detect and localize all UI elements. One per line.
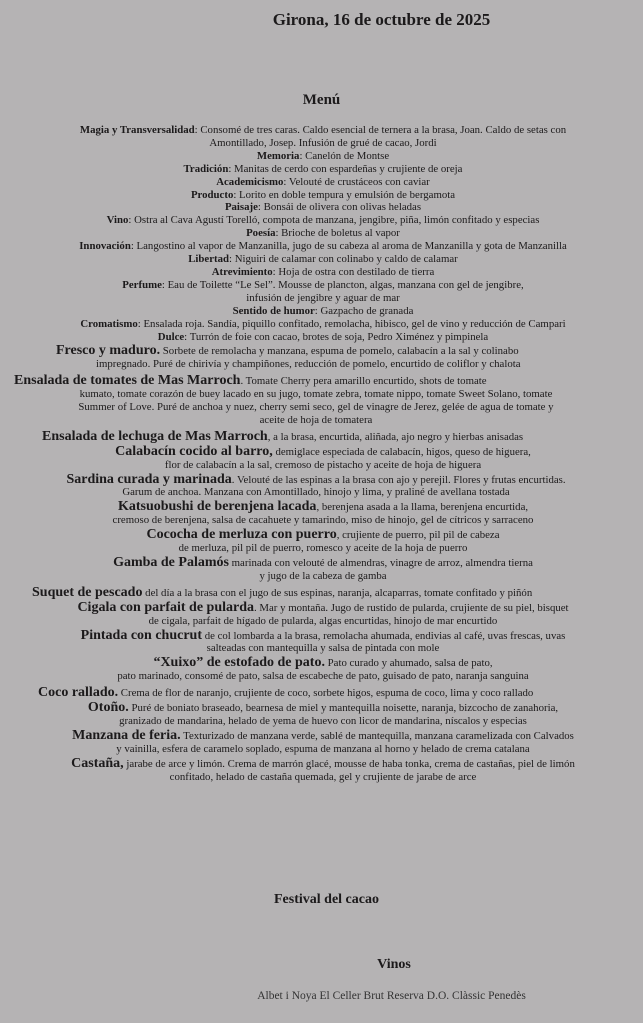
dish-desc: Sorbete de remolacha y manzana, espuma de pomelo, calabacín a la sal y colinabo	[160, 345, 519, 358]
list-item	[14, 471, 618, 500]
item-desc: Niguiri de calamar con colinabo y caldo de calamar	[234, 253, 458, 266]
item-name: Sentido de humor	[232, 304, 315, 317]
dish-desc-2: de merluza, pil pil de puerro, romesco y aceite de la hoja de puerro	[178, 542, 468, 555]
list-item	[28, 253, 618, 266]
dish-name: Cigala con parfait de pularda	[77, 599, 255, 615]
item-name: Innovación	[79, 240, 131, 253]
item-name: Poesía	[246, 227, 276, 240]
dish-desc: Crema de flor de naranjo, crujiente de coco, sorbete higos, espuma de coco, lima y coco rallado	[118, 687, 534, 700]
list-item	[28, 163, 618, 176]
item-desc: Canelón de Montse	[305, 149, 390, 162]
menu-title: Menú	[302, 92, 341, 108]
item-desc: Ensalada roja. Sandía, piquillo confitado, remolacha, hibisco, gel de vino y reducción de Campari	[143, 317, 566, 330]
item-sep: :	[257, 201, 264, 214]
dish-desc-2: Garum de anchoa. Manzana con Amontillado, hinojo y lima, y praliné de avellana tostada	[122, 486, 510, 499]
dish-desc: jarabe de arce y limón. Crema de marrón glacé, mousse de haba tonka, crema de castañas, piel de limón	[123, 757, 575, 770]
item-desc: Brioche de boletus al vapor	[281, 227, 400, 240]
list-item	[28, 227, 618, 240]
dish-desc: . Velouté de las espinas a la brasa con ajo y perejil. Flores y frutas encurtidas.	[231, 473, 566, 486]
wines-heading: Vinos	[377, 957, 411, 972]
item-name: Dulce	[157, 330, 185, 343]
item-sep: :	[229, 253, 235, 266]
item-name: Cromatismo	[80, 317, 138, 330]
list-item	[28, 529, 618, 555]
list-item	[28, 318, 618, 331]
list-item	[28, 627, 618, 656]
menu-list	[14, 124, 618, 784]
menu-date: Girona, 16 de octubre de 2025	[272, 10, 491, 29]
list-item	[38, 687, 618, 700]
dish-desc-2: flor de calabacín a la sal, cremoso de pistacho y aceite de hoja de higuera	[164, 458, 482, 471]
list-item	[42, 428, 618, 444]
dish-name: “Xuixo” de estofado de pato.	[153, 655, 325, 671]
list-item	[28, 557, 618, 583]
item-desc: Consomé de tres caras. Caldo esencial de ternera a la brasa, Joan. Caldo de setas con	[200, 124, 567, 136]
dish-name: Ensalada de lechuga de Mas Marroch	[42, 428, 268, 444]
item-sep: :	[233, 188, 240, 201]
item-sep: :	[184, 330, 190, 343]
dish-name: Gamba de Palamós	[113, 555, 229, 570]
list-item	[28, 150, 618, 163]
item-name: Magia y Transversalidad	[79, 124, 195, 136]
dish-desc-4: aceite de hoja de tomatera	[259, 413, 373, 426]
item-desc: Eau de Toilette “Le Sel”. Mousse de plancton, algas, manzana con gel de jengibre,	[167, 278, 524, 291]
list-item	[28, 727, 618, 756]
item-name: Producto	[190, 188, 234, 201]
dish-desc: , crujiente de puerro, pil pil de cabeza	[336, 529, 500, 542]
item-name: Paisaje	[224, 201, 258, 214]
list-item	[32, 584, 618, 600]
dish-desc: del día a la brasa con el jugo de sus espinas, naranja, alcaparras, tomate confitado y piñón	[142, 586, 533, 599]
dish-desc-2: de cigala, parfait de hígado de pularda, algas encurtidas, hinojo de mar encurtido	[148, 614, 498, 627]
list-item	[28, 331, 618, 344]
item-name: Vino	[106, 214, 129, 227]
list-item	[28, 279, 618, 305]
item-desc: Lorito en doble tempura y emulsión de bergamota	[239, 188, 456, 201]
dish-name: Fresco y maduro.	[56, 343, 161, 359]
item-desc: Turrón de foie con cacao, brotes de soja, Pedro Ximénez y pimpinela	[189, 330, 489, 343]
item-sep: :	[299, 149, 306, 162]
item-sep: :	[275, 227, 282, 240]
item-sep: :	[283, 175, 289, 188]
item-sep: :	[137, 317, 144, 330]
dish-desc-2: salteadas con mantequilla y salsa de pintada con mole	[206, 642, 440, 655]
dish-desc-3: Summer of Love. Puré de anchoa y nuez, cherry semi seco, gel de vinagre de Jerez, gelée de agua de tomate y	[78, 401, 554, 414]
dish-desc: , berenjena asada a la llama, berenjena encurtida,	[316, 501, 529, 514]
item-name: Perfume	[122, 278, 162, 291]
item-desc: Bonsái de olivera con olivas heladas	[263, 201, 422, 214]
item-sep: :	[128, 214, 135, 227]
dish-desc-2: granizado de mandarina, helado de yema de huevo con licor de mandarina, níscalos y especias	[119, 714, 527, 727]
item-desc: Hoja de ostra con destilado de tierra	[278, 265, 435, 278]
item-desc: Manitas de cerdo con espardeñas y crujiente de oreja	[234, 162, 463, 175]
dish-desc: , a la brasa, encurtida, aliñada, ajo negro y hierbas anisadas	[267, 430, 524, 443]
item-sep: :	[161, 278, 168, 291]
wine-item: Albet i Noya El Celler Brut Reserva D.O. Clàssic Penedès	[257, 990, 526, 1002]
dish-desc-2: confitado, helado de castaña quemada, gel y crujiente de jarabe de arce	[169, 770, 477, 783]
item-name: Tradición	[183, 162, 229, 175]
dish-name: Sardina curada y marinada	[66, 471, 232, 487]
dish-name: Pintada con chucrut	[80, 627, 202, 643]
dish-desc: . Tomate Cherry pera amarillo encurtido, shots de tomate	[240, 375, 487, 388]
list-item	[28, 176, 618, 189]
item-name: Academicismo	[216, 175, 284, 188]
dish-name: Calabacín cocido al barro,	[115, 443, 273, 459]
dish-name: Castaña,	[71, 755, 124, 771]
list-item	[28, 189, 618, 202]
dish-name: Suquet de pescado	[32, 584, 143, 600]
dish-desc: Pato curado y ahumado, salsa de pato,	[324, 657, 493, 670]
dish-name: Katsuobushi de berenjena lacada	[117, 499, 317, 515]
dish-name: Coco rallado.	[38, 685, 119, 701]
item-desc-2: Amontillado, Josep. Infusión de grué de cacao, Jordi	[209, 136, 437, 149]
dish-desc: demiglace especiada de calabacín, higos, queso de higuera,	[272, 445, 531, 458]
item-sep: :	[272, 265, 279, 278]
dish-desc-2: cremoso de berenjena, salsa de cacahuete y tamarindo, miso de hinojo, gel de cítricos y sarraceno	[112, 514, 534, 527]
item-sep: :	[194, 124, 201, 136]
list-item	[28, 214, 618, 227]
festival-heading: Festival del cacao	[274, 892, 379, 907]
list-item	[28, 501, 618, 527]
list-item	[28, 443, 618, 472]
item-name: Memoria	[256, 149, 300, 162]
item-desc: Gazpacho de granada	[320, 304, 414, 317]
list-item	[28, 305, 618, 318]
dish-desc: de col lombarda a la brasa, remolacha ahumada, endivias al café, uvas frescas, uvas	[202, 629, 566, 642]
list-item	[28, 266, 618, 279]
item-sep: :	[130, 240, 137, 253]
item-name: Atrevimiento	[211, 265, 273, 278]
item-sep: :	[228, 162, 235, 175]
list-item	[28, 657, 618, 683]
dish-desc-2: pato marinado, consomé de pato, salsa de escabeche de pato, guisado de pato, naranja sanguina	[117, 670, 529, 683]
item-desc: Ostra al Cava Agustí Torelló, compota de manzana, jengibre, piña, limón confitado y especias	[134, 214, 540, 227]
dish-name: Cococha de merluza con puerro	[146, 527, 337, 543]
dish-desc-2: y vainilla, esfera de caramelo soplado, espuma de manzana al horno y helado de crema catalana	[116, 742, 530, 755]
dish-name: Manzana de feria.	[72, 727, 181, 743]
item-sep: :	[314, 304, 321, 317]
list-item	[28, 240, 618, 253]
list-item	[28, 345, 618, 371]
dish-desc: Texturizado de manzana verde, sablé de mantequilla, manzana caramelizada con Calvados	[180, 729, 574, 742]
dish-desc-2: impregnado. Puré de chirivía y champiñones, reducción de pomelo, encurtido de coliflor y chalota	[96, 358, 521, 371]
dish-desc: Puré de boniato braseado, bearnesa de miel y mantequilla noisette, naranja, bizcocho de zanahoria,	[128, 702, 559, 715]
list-item	[28, 599, 618, 628]
dish-desc: . Mar y montaña. Jugo de rustido de pularda, crujiente de su piel, bisquet	[254, 601, 569, 614]
list-item	[28, 201, 618, 214]
dish-name: Otoño.	[87, 700, 129, 716]
item-desc-2: infusión de jengibre y aguar de mar	[246, 291, 400, 304]
list-item	[28, 702, 618, 728]
list-item	[14, 375, 618, 427]
list-item	[28, 124, 618, 150]
dish-desc: marinada con velouté de almendras, vinagre de arroz, almendra tierna	[228, 557, 533, 569]
list-item	[28, 755, 618, 784]
dish-name: Ensalada de tomates de Mas Marroch	[14, 373, 241, 389]
dish-desc-2: y jugo de la cabeza de gamba	[259, 569, 387, 582]
dish-desc-2: kumato, tomate corazón de buey lacado en su jugo, tomate zebra, tomate nippo, tomate Sweet Solano, tomate	[79, 388, 553, 401]
item-desc: Langostino al vapor de Manzanilla, jugo de su cabeza al aroma de Manzanilla y gota de Manzanilla	[136, 240, 567, 253]
item-desc: Velouté de crustáceos con caviar	[288, 175, 430, 188]
item-name: Libertad	[188, 253, 230, 266]
